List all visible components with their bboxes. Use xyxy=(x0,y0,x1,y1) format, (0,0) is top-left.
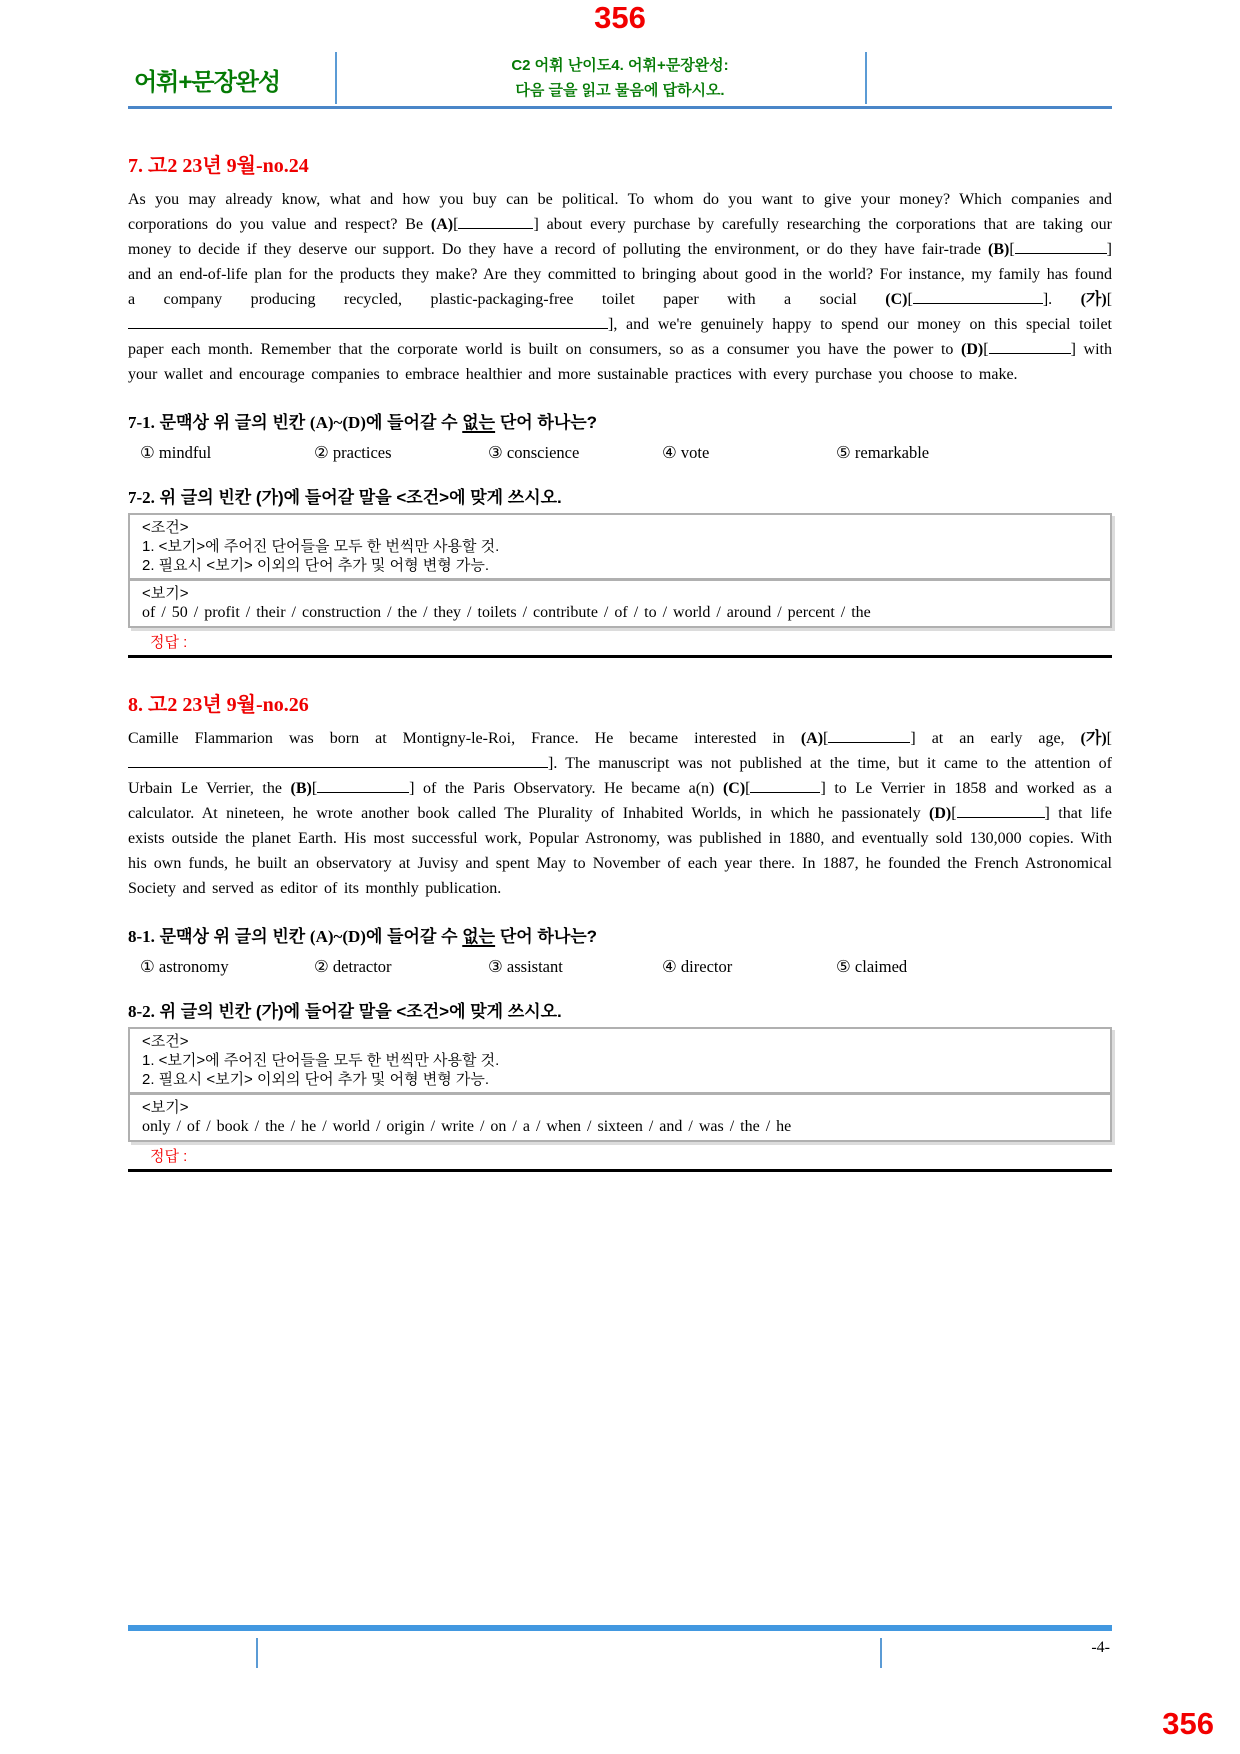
answer-option: ③ assistant xyxy=(488,957,563,976)
answer-line-8-2 xyxy=(128,1169,1112,1172)
question-8-1-underlined-word: 없는 xyxy=(462,927,496,946)
options-row-7-1 xyxy=(128,442,1112,464)
passage-blank-(가): (가)[] xyxy=(128,730,1112,772)
answer-option: ③ conscience xyxy=(488,443,580,462)
condition-item: 1. <보기>에 주어진 단어들을 모두 한 번씩만 사용할 것. xyxy=(142,1052,500,1069)
question-7-1-underlined-word: 없는 xyxy=(462,413,496,432)
blank-underline xyxy=(913,289,1043,304)
top-page-number: 356 xyxy=(594,0,646,35)
condition-box-8-2 xyxy=(128,1027,1112,1142)
footer-rule xyxy=(128,1625,1112,1631)
footer-tick-left xyxy=(256,1638,258,1668)
blank-underline xyxy=(458,214,533,229)
condition-box-7-2 xyxy=(128,513,1112,628)
header-divider-left xyxy=(335,52,337,104)
question-8-2-number: 8-2. xyxy=(128,1002,155,1021)
blank-underline xyxy=(750,778,820,793)
blank-underline xyxy=(957,803,1045,818)
passage-blank-(B): (B)[ ] xyxy=(988,241,1112,258)
answer-option: ④ vote xyxy=(662,443,710,462)
bogi-words: of / 50 / profit / their / construction / the / they / toilets / contribute / of / to / world / around / percent / the xyxy=(142,604,871,621)
passage-blank-(C): (C)[ ] xyxy=(885,291,1049,308)
options-row-8-1 xyxy=(128,956,1112,978)
question-7-1-number: 7-1. xyxy=(128,413,155,432)
answer-label-8-2: 정답 : xyxy=(150,1148,188,1165)
header-subtitle xyxy=(511,53,728,103)
question-8-2-text: 위 글의 빈칸 (가)에 들어갈 말을 <조건>에 맞게 쓰시오. xyxy=(154,1002,562,1021)
condition-section-7-2 xyxy=(130,515,1110,578)
content-area xyxy=(128,50,1112,1172)
question-8-1-text-end: 단어 하나는? xyxy=(495,927,598,946)
question-8-1-number: 8-1. xyxy=(128,927,155,946)
passage-blank-(A): (A)[ ] xyxy=(430,216,539,233)
answer-label-7-2: 정답 : xyxy=(150,634,188,651)
passage-blank-(B): (B)[ ] xyxy=(290,780,415,797)
answer-option: ② practices xyxy=(314,443,392,462)
question-7-1-range: (A)~(D) xyxy=(309,413,366,432)
header-subtitle-line2: 다음 글을 읽고 물음에 답하시오. xyxy=(515,82,725,99)
condition-title: <조건> xyxy=(142,1033,189,1050)
passage-blank-(가): (가)[] xyxy=(128,291,1112,333)
bogi-section-8-2 xyxy=(130,1092,1110,1140)
bogi-section-7-2 xyxy=(130,578,1110,626)
question-8-1 xyxy=(128,925,1112,949)
question-7-1 xyxy=(128,411,1112,435)
page-header xyxy=(128,50,1112,109)
answer-option: ④ director xyxy=(662,957,733,976)
answer-option: ① mindful xyxy=(140,443,212,462)
section-7-passage: As you may already know, what and how you buy can be political. To whom do you want to give your money? Which companies and corporations do you value and respect? Be (A)[ ] about every purchase by carefully researching the corporations that are taking our money to decide if they deserve our support. Do they have a record of polluting the environment, or do they have fair-trade (B)[ ] and an end-of-life plan for the products they make? Are they committed to bringing about good in the world? For instance, my family has found a company producing recycled, plastic-packaging-free toilet paper with a social (C)[ ]. (가)[], and we're genuinely happy to spend our money on this special toilet paper each month. Remember that the corporate world is built on consumers, so as a consumer you have the power to (D)[ ] with your wallet and encourage companies to embrace healthier and more sustainable practices with every purchase you choose to make. xyxy=(128,191,1113,383)
question-7-1-text-end: 단어 하나는? xyxy=(495,413,598,432)
blank-underline xyxy=(989,339,1071,354)
answer-option: ⑤ remarkable xyxy=(836,443,930,462)
question-7-2 xyxy=(128,486,1112,510)
answer-option: ② detractor xyxy=(314,957,392,976)
section-8-title: 8. 고2 23년 9월-no.26 xyxy=(128,694,309,716)
question-7-2-number: 7-2. xyxy=(128,488,155,507)
footer-tick-right xyxy=(880,1638,882,1668)
section-7-title: 7. 고2 23년 9월-no.24 xyxy=(128,155,309,177)
answer-option: ⑤ claimed xyxy=(836,957,908,976)
blank-underline xyxy=(128,314,608,329)
passage-blank-(D): (D)[ ] xyxy=(928,805,1050,822)
answer-option: ① astronomy xyxy=(140,957,229,976)
question-8-1-range: (A)~(D) xyxy=(309,927,366,946)
header-title: 어휘+문장완성 xyxy=(134,69,281,96)
bogi-title: <보기> xyxy=(142,1099,189,1116)
blank-underline xyxy=(317,778,409,793)
bogi-words: only / of / book / the / he / world / origin / write / on / a / when / sixteen / and / was / the / he xyxy=(142,1118,792,1135)
footer-page-number: -4- xyxy=(1091,1639,1110,1656)
section-8-passage: Camille Flammarion was born at Montigny-le-Roi, France. He became interested in (A)[ ] at an early age, (가)[]. The manuscript was not published at the time, but it came to the attention of Urbain Le Verrier, the (B)[ ] of the Paris Observatory. He became a(n) (C)[ ] to Le Verrier in 1858 and worked as a calculator. At nineteen, he wrote another book called The Plurality of Inhabited Worlds, in which he passionately (D)[ ] that life exists outside the planet Earth. His most successful work, Popular Astronomy, was published in 1880, and eventually sold 130,000 copies. With his own funds, he built an observatory at Juvisy and spent May to November of each year there. In 1887, he founded the French Astronomical Society and served as editor of its monthly publication. xyxy=(128,730,1113,897)
bottom-page-number: 356 xyxy=(1162,1706,1214,1741)
header-subtitle-line1: C2 어휘 난이도4. 어휘+문장완성: xyxy=(511,57,729,74)
question-7-1-text-mid: 에 들어갈 수 xyxy=(365,413,463,432)
condition-section-8-2 xyxy=(130,1029,1110,1092)
condition-title: <조건> xyxy=(142,519,189,536)
condition-item: 2. 필요시 <보기> 이외의 단어 추가 및 어형 변형 가능. xyxy=(142,557,490,574)
passage-blank-(A): (A)[ ] xyxy=(800,730,916,747)
blank-underline xyxy=(828,728,910,743)
question-8-1-text-mid: 에 들어갈 수 xyxy=(365,927,463,946)
question-8-1-text: 문맥상 위 글의 빈칸 xyxy=(154,927,310,946)
passage-blank-(C): (C)[ ] xyxy=(722,780,826,797)
condition-item: 2. 필요시 <보기> 이외의 단어 추가 및 어형 변형 가능. xyxy=(142,1071,490,1088)
answer-line-7-2 xyxy=(128,655,1112,658)
bogi-title: <보기> xyxy=(142,585,189,602)
question-8-2 xyxy=(128,1000,1112,1024)
page-footer xyxy=(128,1625,1112,1656)
condition-item: 1. <보기>에 주어진 단어들을 모두 한 번씩만 사용할 것. xyxy=(142,538,500,555)
header-divider-right xyxy=(865,52,867,104)
blank-underline xyxy=(1015,239,1107,254)
question-7-2-text: 위 글의 빈칸 (가)에 들어갈 말을 <조건>에 맞게 쓰시오. xyxy=(154,488,562,507)
blank-underline xyxy=(128,753,548,768)
question-7-1-text: 문맥상 위 글의 빈칸 xyxy=(154,413,310,432)
passage-blank-(D): (D)[ ] xyxy=(961,341,1076,358)
